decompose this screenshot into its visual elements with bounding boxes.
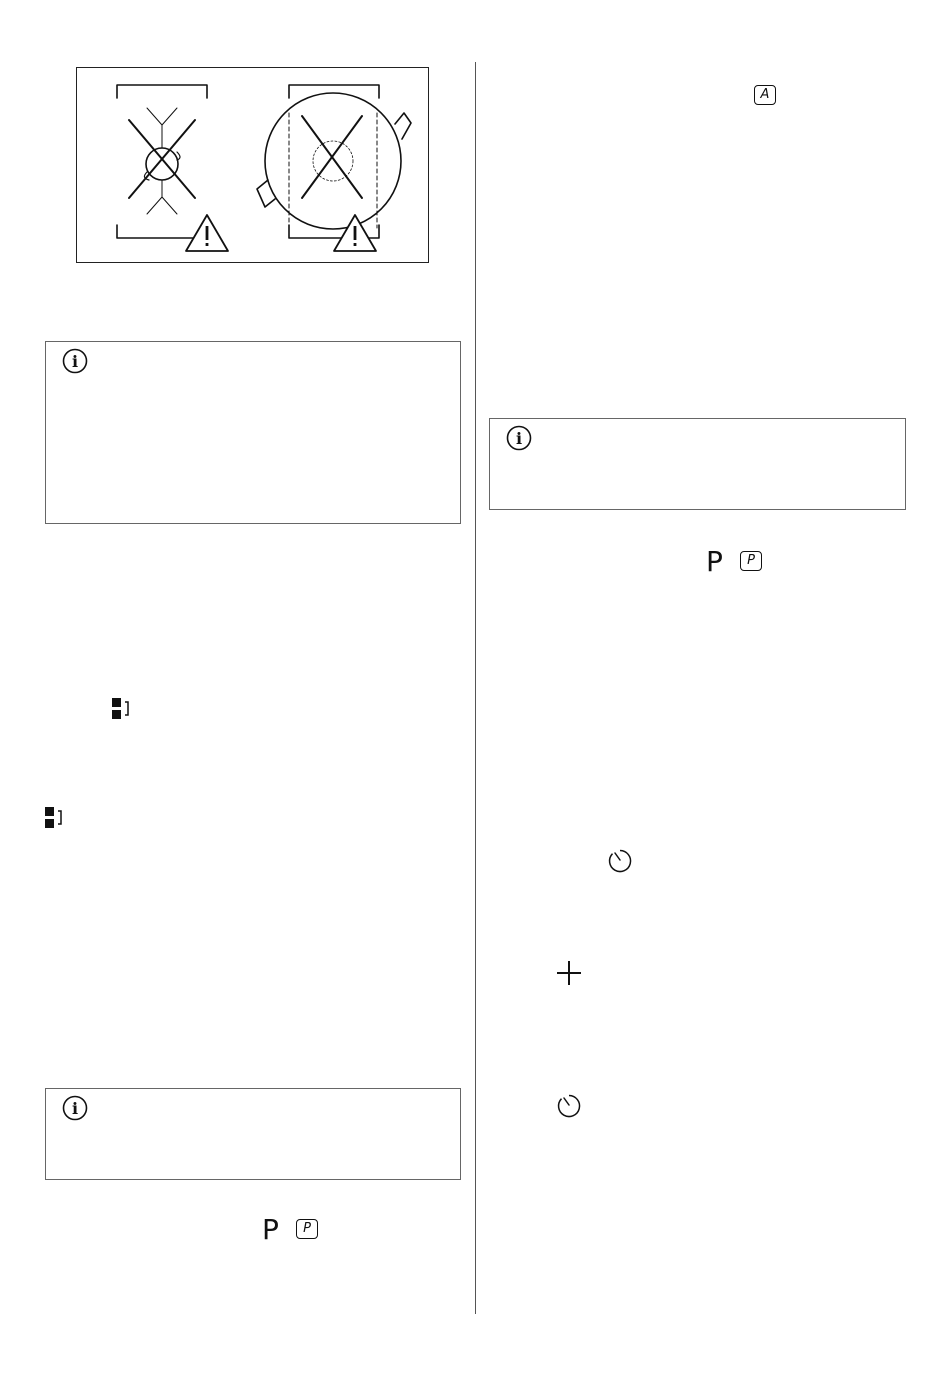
warning-triangle-icon — [334, 215, 376, 251]
svg-text:i: i — [71, 1099, 79, 1118]
residual-heat-icon — [44, 806, 64, 830]
info-icon — [506, 425, 532, 451]
warning-triangle-icon — [186, 215, 228, 251]
power-boost-display: P — [296, 1219, 318, 1239]
info-note-box — [45, 341, 461, 524]
cookware-figure — [76, 67, 429, 263]
info-icon — [62, 1095, 88, 1121]
svg-text:i: i — [71, 352, 79, 371]
column-divider — [475, 62, 476, 1314]
power-boost-letter: P — [706, 545, 723, 578]
residual-heat-icon — [111, 697, 131, 721]
svg-text:i: i — [515, 429, 523, 448]
timer-icon — [556, 1093, 582, 1119]
plus-icon — [555, 959, 583, 987]
power-boost-letter: P — [262, 1213, 279, 1246]
info-note-box — [489, 418, 906, 510]
auto-heat-display: A — [754, 85, 776, 105]
power-boost-display: P — [740, 551, 762, 571]
cookware-illustration — [77, 68, 430, 264]
info-note-box — [45, 1088, 461, 1180]
timer-icon — [607, 848, 633, 874]
info-icon — [62, 348, 88, 374]
